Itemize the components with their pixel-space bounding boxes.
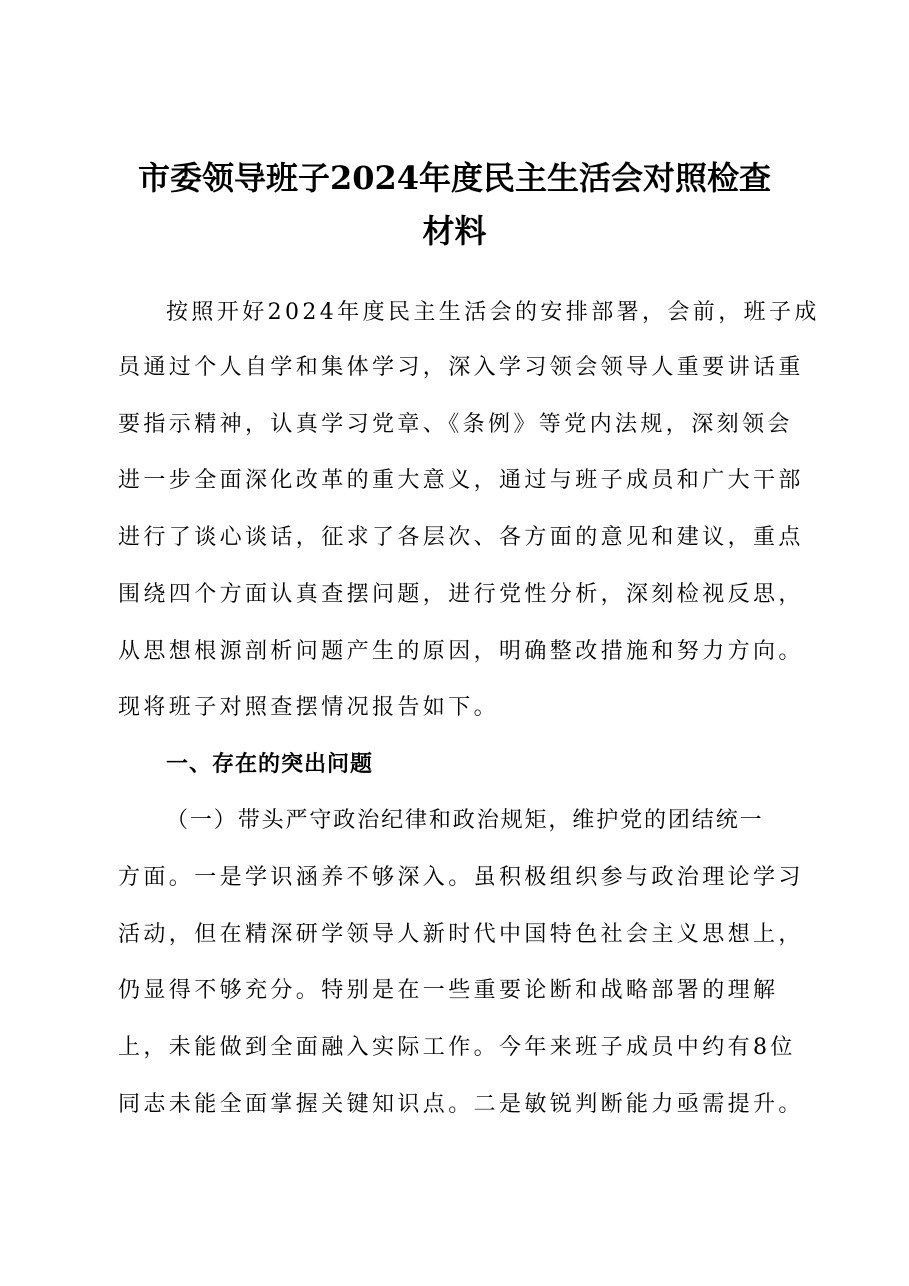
subsection-line: 仍显得不够充分。特别是在一些重要论断和战略部署的理解 bbox=[118, 978, 779, 1003]
subsection-line: 方面。一是学识涵养不够深入。虽积极组织参与政治理论学习 bbox=[118, 865, 804, 890]
paragraph-line: 现将班子对照查摆情况报告如下。 bbox=[118, 695, 500, 720]
subsection-line: 上，未能做到全面融入实际工作。今年来班子成员中约有8位 bbox=[118, 1035, 796, 1060]
subsection-line: 同志未能全面掌握关键知识点。二是敏锐判断能力亟需提升。 bbox=[118, 1092, 804, 1117]
paragraph-line: 员通过个人自学和集体学习，深入学习领会领导人重要讲话重 bbox=[118, 355, 804, 380]
paragraph-line: 从思想根源剖析问题产生的原因，明确整改措施和努力方向。 bbox=[118, 639, 804, 664]
paragraph-line: 要指示精神，认真学习党章、《条例》等党内法规，深刻领会 bbox=[118, 412, 793, 437]
paragraph-line: 进一步全面深化改革的重大意义，通过与班子成员和广大干部 bbox=[118, 468, 804, 493]
title-line-2: 材料 bbox=[422, 212, 487, 250]
section-heading: 一、存在的突出问题 bbox=[166, 752, 374, 777]
subsection-line: 活动，但在精深研学领导人新时代中国特色社会主义思想上， bbox=[118, 922, 804, 947]
subsection-line: （一）带头严守政治纪律和政治规矩，维护党的团结统一 bbox=[166, 808, 764, 833]
paragraph-line: 按照开好2024年度民主生活会的安排部署，会前，班子成 bbox=[166, 300, 820, 325]
document-title bbox=[100, 152, 809, 258]
paragraph-line: 围绕四个方面认真查摆问题，进行党性分析，深刻检视反思， bbox=[118, 582, 804, 607]
paragraph-line: 进行了谈心谈话，征求了各层次、各方面的意见和建议，重点 bbox=[118, 525, 804, 550]
title-line-1: 市委领导班子2024年度民主生活会对照检查 bbox=[137, 159, 772, 197]
